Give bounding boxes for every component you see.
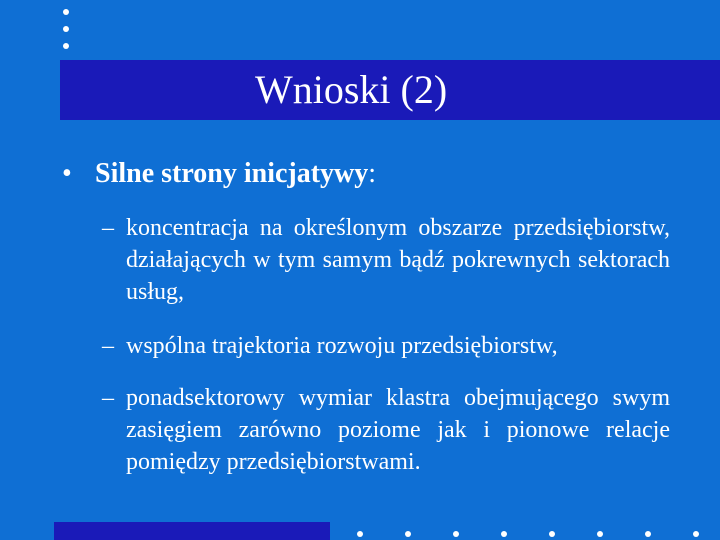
slide-title: Wnioski (2) xyxy=(255,67,448,112)
decorative-dot xyxy=(549,531,555,537)
sub-bullet xyxy=(102,382,670,478)
decorative-dot xyxy=(63,43,69,49)
dash-icon: – xyxy=(102,385,114,411)
decorative-dot xyxy=(63,26,69,32)
bottom-bar xyxy=(54,522,330,540)
main-bullet xyxy=(62,154,376,194)
sub-bullet xyxy=(102,212,670,308)
main-bullet-suffix: : xyxy=(368,158,377,189)
dash-icon: – xyxy=(102,215,114,241)
decorative-dot xyxy=(453,531,459,537)
sub-bullet-text: wspólna trajektoria rozwoju przedsiębiorstw, xyxy=(126,333,558,359)
decorative-dot xyxy=(63,9,69,15)
dash-icon: – xyxy=(102,333,114,359)
decorative-dot xyxy=(645,531,651,537)
title-bar xyxy=(60,60,720,120)
sub-bullet-text: ponadsektorowy wymiar klastra obejmującego swym zasięgiem zarówno poziome jak i pionowe relacje pomiędzy przedsiębiorstwami. xyxy=(126,385,670,475)
decorative-dot xyxy=(501,531,507,537)
decorative-dot xyxy=(597,531,603,537)
decorative-dot xyxy=(405,531,411,537)
bullet-icon: • xyxy=(62,158,72,189)
decorative-dot xyxy=(693,531,699,537)
main-bullet-label: Silne strony inicjatywy xyxy=(95,158,369,189)
sub-bullet-text: koncentracja na określonym obszarze przedsiębiorstw, działających w tym samym bądź pokrewnych sektorach usług, xyxy=(126,215,670,305)
decorative-dot xyxy=(357,531,363,537)
sub-bullet xyxy=(102,330,670,362)
